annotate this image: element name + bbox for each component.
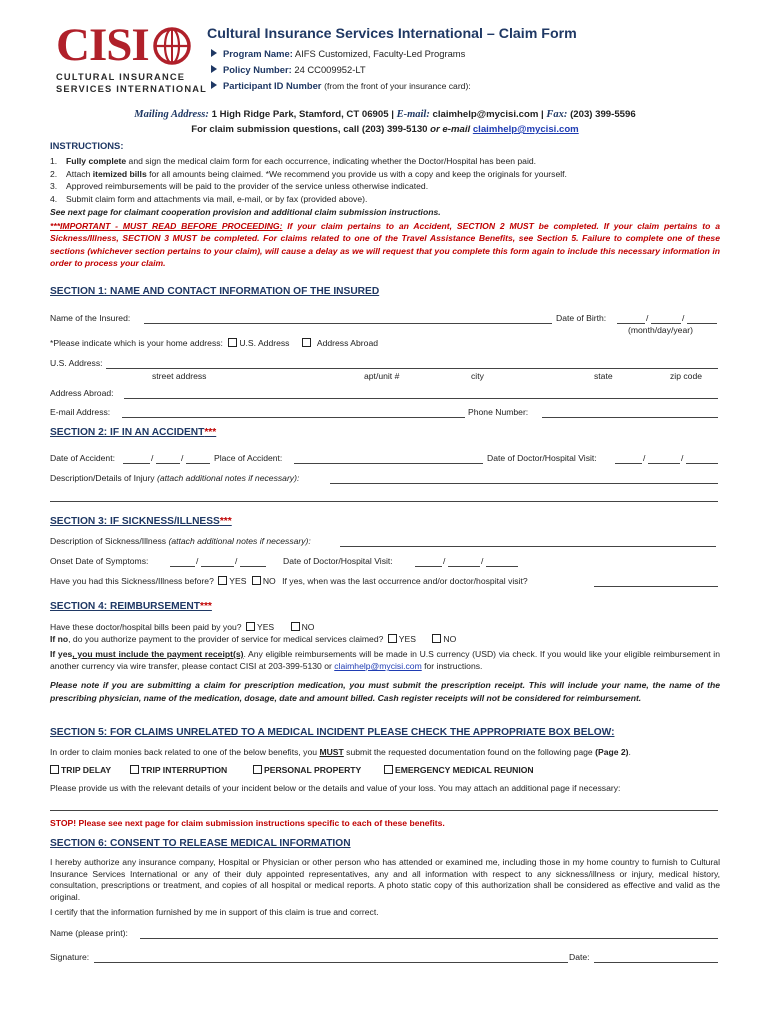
onset-year-field[interactable] <box>240 566 266 567</box>
questions-line <box>0 124 770 135</box>
onset-month-field[interactable] <box>170 566 195 567</box>
policy-label: Policy Number: <box>223 64 292 75</box>
date-slash: / <box>681 453 684 463</box>
checkbox-icon[interactable] <box>388 634 397 643</box>
incident-details-field[interactable] <box>50 810 718 811</box>
checkbox-icon[interactable] <box>302 338 311 347</box>
bills-paid-no[interactable]: NO <box>301 622 315 632</box>
accident-year-field[interactable] <box>186 463 210 464</box>
participant-label: Participant ID Number <box>223 80 322 91</box>
prescription-note: Please note if you are submitting a claim for prescription medication, you must submit the prescription receipt. This will include your name, the name of the prescribing physician, name of the medication, dosage, date and amount billed. Cash register receipts will not be considered for reimbursement. <box>50 680 720 704</box>
instruction-item: 2. Attach itemized bills for all amounts being claimed. *We recommend you provide us with a copy and keep the originals for yourself. <box>50 169 567 179</box>
date-slash: / <box>235 556 238 566</box>
trip-delay-option[interactable]: TRIP DELAY <box>50 765 111 775</box>
sickness-visit-label: Date of Doctor/Hospital Visit: <box>283 556 393 566</box>
sickness-visit-month[interactable] <box>415 566 442 567</box>
insured-name-label: Name of the Insured: <box>50 313 131 323</box>
checkbox-icon[interactable] <box>50 765 59 774</box>
us-address-option[interactable]: U.S. Address <box>239 338 290 348</box>
checkbox-icon[interactable] <box>246 622 255 631</box>
accident-day-field[interactable] <box>156 463 180 464</box>
reimbursement-email-link[interactable]: claimhelp@mycisi.com <box>334 661 422 672</box>
sickness-before-question: Have you had this Sickness/Illness before? YES NO If yes, when was the last occurrence and/or doctor/hospital visit? <box>50 576 528 586</box>
date-slash: / <box>481 556 484 566</box>
certify-text: I certify that the information furnished by me in support of this claim is true and correct. <box>50 907 379 917</box>
date-of-accident-label: Date of Accident: <box>50 453 115 463</box>
sickness-visit-year[interactable] <box>486 566 518 567</box>
apt-caption: apt/unit # <box>364 371 400 381</box>
instructions-heading: INSTRUCTIONS: <box>50 140 124 151</box>
print-name-field[interactable] <box>140 938 718 939</box>
date-slash: / <box>181 453 184 463</box>
mailing-label: Mailing Address: <box>134 109 209 120</box>
us-address-field[interactable] <box>106 368 718 369</box>
policy-row <box>211 64 366 75</box>
sickness-description-label: Description of Sickness/Illness (attach additional notes if necessary): <box>50 536 311 546</box>
state-caption: state <box>594 371 613 381</box>
phone-field[interactable] <box>542 417 718 418</box>
fax-number: (203) 399-5596 <box>570 109 636 120</box>
zip-caption: zip code <box>670 371 703 381</box>
fax-label: Fax: <box>546 109 568 120</box>
if-yes-receipt-note: If yes, you must include the payment receipt(s). Any eligible reimbursements will be made in U.S currency (USD) via check. If you would like your eligible reimbursement in another currency via wire transfer, please contact CISI at 203-399-5130 or claimhelp@mycisi.com for instructions. <box>50 649 720 672</box>
dob-label: Date of Birth: <box>556 313 607 323</box>
date-slash: / <box>643 453 646 463</box>
onset-day-field[interactable] <box>201 566 234 567</box>
place-of-accident-label: Place of Accident: <box>214 453 283 463</box>
date-slash: / <box>682 313 685 323</box>
instruction-item: 4. Submit claim form and attachments via mail, e-mail, or by fax (provided above). <box>50 194 368 204</box>
instruction-item: 3. Approved reimbursements will be paid to the provider of the service unless otherwise indicated. <box>50 181 429 191</box>
consent-text: I hereby authorize any insurance company, Hospital or Physician or other person who has attended or examined me, including those in my home country to furnish to Cultural Insurance Services International or any of their duly appointed representatives, any and all information with respect to any sickness/illness or injury, medical history, consultation, prescriptions or treatment, and copies of all hospital or medical reports. A photo static copy of this authorization shall be considered as effective and valid as the original. <box>50 857 720 902</box>
address-abroad-field[interactable] <box>124 398 718 399</box>
signature-label: Signature: <box>50 952 90 962</box>
logo <box>56 16 208 96</box>
place-of-accident-field[interactable] <box>294 463 483 464</box>
email-label: E-mail: <box>396 109 430 120</box>
dob-format-hint: (month/day/year) <box>628 325 693 335</box>
logo-subtitle-2: SERVICES INTERNATIONAL <box>56 84 208 94</box>
trip-interruption-option[interactable]: TRIP INTERRUPTION <box>130 765 227 775</box>
injury-description-label: Description/Details of Injury (attach additional notes if necessary): <box>50 473 300 483</box>
authorize-no[interactable]: NO <box>443 634 457 644</box>
triangle-bullet-icon <box>211 65 217 73</box>
sickness-description-field[interactable] <box>340 546 716 547</box>
sickness-visit-day[interactable] <box>448 566 480 567</box>
bills-paid-question: Have these doctor/hospital bills been paid by you? YES NO <box>50 622 315 632</box>
home-address-question: *Please indicate which is your home address: U.S. Address Address Abroad <box>50 338 379 348</box>
participant-note: (from the front of your insurance card): <box>324 81 471 91</box>
mailing-address <box>0 109 770 120</box>
print-name-label: Name (please print): <box>50 928 128 938</box>
checkbox-icon[interactable] <box>384 765 393 774</box>
checkbox-icon[interactable] <box>218 576 227 585</box>
mailing-address-value: 1 High Ridge Park, Stamford, CT 06905 | <box>211 109 394 120</box>
program-label: Program Name: <box>223 48 293 59</box>
mailing-email: claimhelp@mycisi.com | <box>432 109 544 120</box>
questions-text: For claim submission questions, call (203) 399-5130 <box>191 124 428 135</box>
sickness-before-no[interactable]: NO <box>262 576 276 586</box>
date-slash: / <box>196 556 199 566</box>
stop-note: STOP! Please see next page for claim submission instructions specific to each of these benefits. <box>50 818 445 828</box>
visit-month-field[interactable] <box>615 463 642 464</box>
city-caption: city <box>471 371 484 381</box>
dob-day-field[interactable] <box>651 323 681 324</box>
last-occurrence-field[interactable] <box>594 586 718 587</box>
section-4-title: SECTION 4: REIMBURSEMENT*** <box>50 601 212 612</box>
program-value: AIFS Customized, Faculty-Led Programs <box>294 48 466 59</box>
date-slash: / <box>646 313 649 323</box>
participant-row[interactable] <box>211 80 471 91</box>
us-address-label: U.S. Address: <box>50 358 103 368</box>
insured-name-field[interactable] <box>144 323 552 324</box>
visit-year-field[interactable] <box>686 463 718 464</box>
visit-date-label: Date of Doctor/Hospital Visit: <box>487 453 597 463</box>
section-5-title: SECTION 5: FOR CLAIMS UNRELATED TO A MEDICAL INCIDENT PLEASE CHECK THE APPROPRIATE BOX BELOW: <box>50 727 615 738</box>
or-email-text: or e-mail <box>430 124 471 135</box>
address-abroad-label: Address Abroad: <box>50 388 114 398</box>
injury-description-field[interactable] <box>330 483 718 484</box>
phone-label: Phone Number: <box>468 407 529 417</box>
abroad-address-option[interactable]: Address Abroad <box>316 338 379 348</box>
checkbox-icon[interactable] <box>432 634 441 643</box>
authorize-payment-question: If no, do you authorize payment to the provider of service for medical services claimed? YES NO <box>50 634 457 644</box>
bills-paid-yes[interactable]: YES <box>256 622 275 632</box>
checkbox-icon[interactable] <box>252 576 261 585</box>
checkbox-icon[interactable] <box>253 765 262 774</box>
program-row <box>211 48 465 59</box>
checkbox-icon[interactable] <box>291 622 300 631</box>
email-address-field[interactable] <box>122 417 465 418</box>
date-slash: / <box>151 453 154 463</box>
date-label: Date: <box>569 952 590 962</box>
checkbox-icon[interactable] <box>228 338 237 347</box>
accident-month-field[interactable] <box>123 463 150 464</box>
incident-details-label: Please provide us with the relevant details of your incident below or the details and value of your loss. You may attach an additional page if necessary: <box>50 783 621 793</box>
globe-logo-icon <box>152 26 192 66</box>
section-1-title: SECTION 1: NAME AND CONTACT INFORMATION OF THE INSURED <box>50 286 380 297</box>
section-2-title: SECTION 2: IF IN AN ACCIDENT*** <box>50 427 217 438</box>
triangle-bullet-icon <box>211 49 217 57</box>
email-address-label: E-mail Address: <box>50 407 111 417</box>
checkbox-icon[interactable] <box>130 765 139 774</box>
visit-day-field[interactable] <box>648 463 680 464</box>
personal-property-option[interactable]: PERSONAL PROPERTY <box>253 765 361 775</box>
policy-value: 24 CC009952-LT <box>294 64 366 75</box>
authorize-yes[interactable]: YES <box>398 634 416 644</box>
injury-description-field-2[interactable] <box>50 501 718 502</box>
onset-date-label: Onset Date of Symptoms: <box>50 556 149 566</box>
see-next-page-note: See next page for claimant cooperation provision and additional claim submission instructions. <box>50 207 441 217</box>
date-field[interactable] <box>594 962 718 963</box>
page-title: Cultural Insurance Services International – Claim Form <box>207 26 577 42</box>
sickness-before-yes[interactable]: YES <box>229 576 247 586</box>
section-5-intro: In order to claim monies back related to one of the below benefits, you MUST submit the requested documentation found on the following page (Page 2). <box>50 747 631 757</box>
signature-field[interactable] <box>94 962 568 963</box>
date-slash: / <box>443 556 446 566</box>
emergency-reunion-option[interactable]: EMERGENCY MEDICAL REUNION <box>384 765 534 775</box>
dob-year-field[interactable] <box>687 323 717 324</box>
triangle-bullet-icon <box>211 81 217 89</box>
street-caption: street address <box>152 371 207 381</box>
questions-email-link[interactable]: claimhelp@mycisi.com <box>472 124 579 135</box>
logo-subtitle-1: CULTURAL INSURANCE <box>56 72 186 82</box>
logo-wordmark: CISI <box>56 19 149 71</box>
section-6-title: SECTION 6: CONSENT TO RELEASE MEDICAL INFORMATION <box>50 838 351 849</box>
instruction-item: 1. Fully complete and sign the medical claim form for each occurrence, indicating whether the Doctor/Hospital has been paid. <box>50 156 537 166</box>
important-note: ***IMPORTANT - MUST READ BEFORE PROCEEDING: If your claim pertains to an Accident, SECTION 2 MUST be completed. If your claim pertains to a Sickness/Illness, SECTION 3 MUST be completed. For claims related to one of the Travel Assistance Benefits, see Section 5. Failure to complete one of these sections (whichever section pertains to your claim), will cause a delay as we will request that you complete this form again to include this necessary information in order to process your claim. <box>50 221 720 268</box>
dob-month-field[interactable] <box>617 323 645 324</box>
section-3-title: SECTION 3: IF SICKNESS/ILLNESS*** <box>50 516 232 527</box>
